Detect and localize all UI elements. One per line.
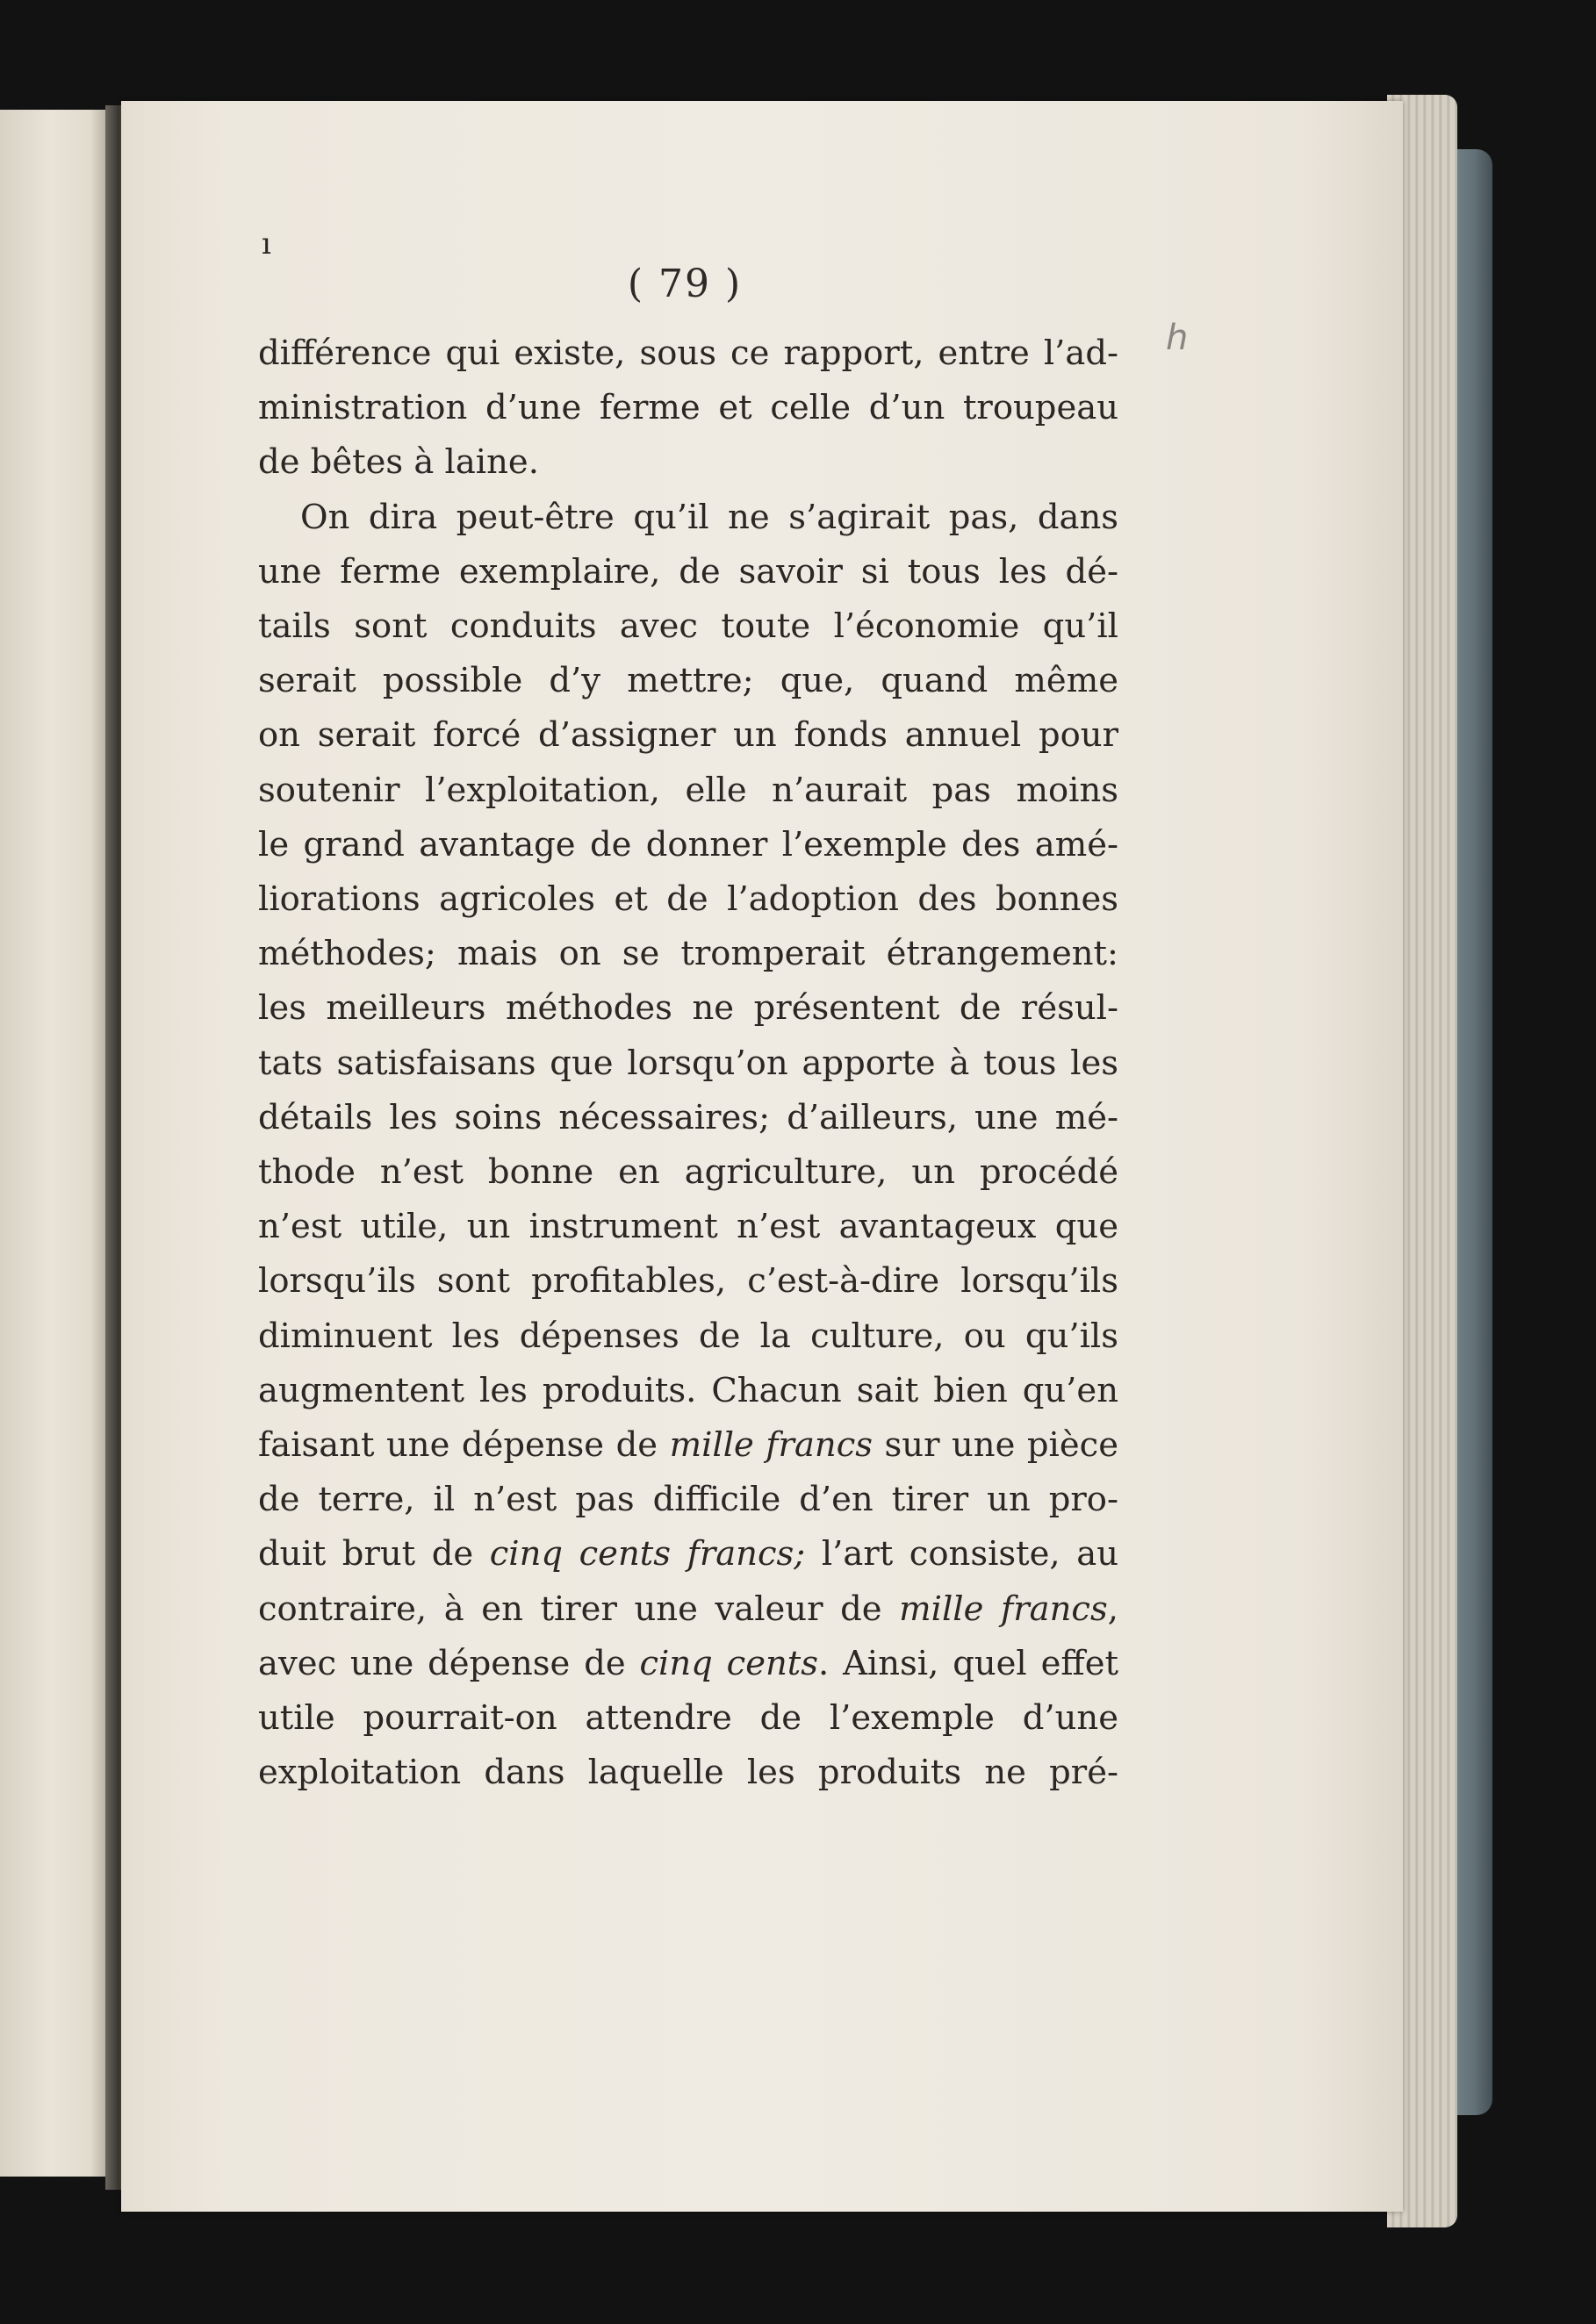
text-line: le grand avantage de donner l’exemple des amé- [258, 824, 1118, 864]
text-line: exploitation dans laquelle les produits ne pré- [258, 1753, 1118, 1793]
body-text [258, 326, 1118, 1800]
text-line: augmentent les produits. Chacun sait bien qu’en [258, 1370, 1118, 1410]
text-line: méthodes; mais on se tromperait étrangement: [258, 934, 1118, 974]
text-line: liorations agricoles et de l’adoption des bonnes [258, 879, 1118, 920]
text-line: détails les soins nécessaires; d’ailleurs, une mé- [258, 1097, 1118, 1137]
italic-text: mille francs [669, 1425, 873, 1466]
text-line: contraire, à en tirer une valeur de mille francs, [258, 1589, 1118, 1629]
text-line: avec une dépense de cinq cents. Ainsi, quel effet [258, 1643, 1118, 1683]
text-line: utile pourrait-on attendre de l’exemple d’une [258, 1698, 1118, 1739]
text-line: diminuent les dépenses de la culture, ou qu’ils [258, 1316, 1118, 1356]
page-number-header: ( 79 ) [627, 262, 743, 306]
text-line: de bêtes à laine. [258, 442, 539, 483]
text-line: faisant une dépense de mille francs sur une pièce [258, 1425, 1118, 1466]
text-line: On dira peut-être qu’il ne s’agirait pas, dans [300, 497, 1118, 537]
italic-text: mille francs [899, 1589, 1108, 1629]
text-line: tats satisfaisans que lorsqu’on apporte à tous les [258, 1043, 1118, 1083]
text-line: lorsqu’ils sont profitables, c’est-à-dire lorsqu’ils [258, 1261, 1118, 1302]
text-line: thode n’est bonne en agriculture, un procédé [258, 1152, 1118, 1193]
text-line: duit brut de cinq cents francs; l’art consiste, au [258, 1534, 1118, 1574]
text-line: on serait forcé d’assigner un fonds annuel pour [258, 715, 1118, 756]
pencil-annotation: h [1166, 318, 1189, 358]
text-line: serait possible d’y mettre; que, quand même [258, 661, 1118, 701]
text-line: n’est utile, un instrument n’est avantageux que [258, 1207, 1118, 1247]
text-line: soutenir l’exploitation, elle n’aurait pas moins [258, 770, 1118, 810]
text-line: une ferme exemplaire, de savoir si tous les dé- [258, 551, 1118, 592]
italic-text: cinq cents francs; [489, 1534, 806, 1574]
text-line: ministration d’une ferme et celle d’un troupeau [258, 388, 1118, 428]
text-line: tails sont conduits avec toute l’économie qu’il [258, 606, 1118, 647]
marginal-mark: ı [262, 226, 271, 262]
text-line: différence qui existe, sous ce rapport, entre l’ad- [258, 334, 1118, 373]
facing-page-edge [0, 110, 112, 2177]
text-line: les meilleurs méthodes ne présentent de résul- [258, 988, 1118, 1029]
italic-text: cinq cents [639, 1643, 819, 1683]
text-line: de terre, il n’est pas difficile d’en tirer un pro- [258, 1480, 1118, 1520]
